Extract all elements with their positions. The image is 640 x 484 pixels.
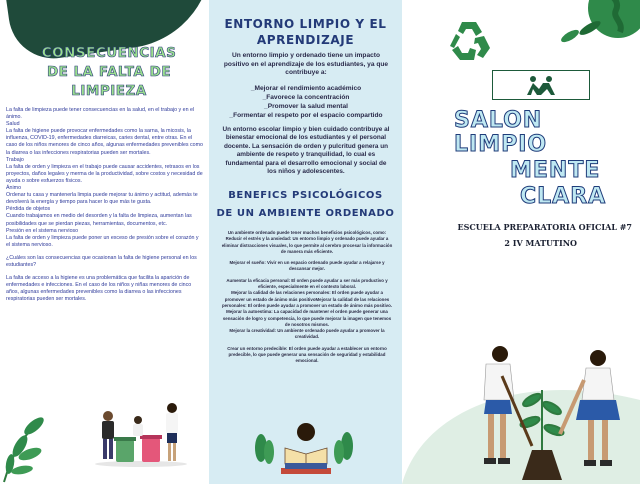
group-name: 2 IV MATUTINO bbox=[504, 238, 577, 248]
answer: La falta de acceso a la higiene es una problemática que facilita la aparición de enfermedades e infecciones. En el caso de los niños y niñas menores de cinco años, algunas enfermedades prevenibles como la diarrea o las infecciones respiratorias pueden ser mortales. bbox=[6, 275, 192, 303]
list-item: _Mejorar el rendimiento académico bbox=[250, 85, 362, 92]
right-panel bbox=[402, 0, 640, 484]
middle-panel bbox=[209, 0, 402, 484]
title-limpio: LIMPIO bbox=[454, 132, 548, 157]
title-clara: CLARA bbox=[520, 184, 607, 209]
paragraph: La falta de limpieza puede tener consecuencias en la salud, en el trabajo y en el ánimo. bbox=[6, 107, 195, 121]
title-mente: MENTE bbox=[510, 158, 601, 183]
question: ¿Cuáles son las consecuencias que ocasionan la falta de higiene personal en los estudiantes? bbox=[6, 254, 197, 268]
list-item: _Favorece la concentración bbox=[262, 94, 350, 101]
heading-animo: Ánimo bbox=[6, 185, 22, 192]
kids-planting-illustration bbox=[402, 330, 640, 484]
details-text bbox=[221, 230, 393, 370]
detail-paragraph: Mejorar la autoestima: La capacidad de mantener el orden puede generar una sensación de logro y competencia, lo que puede mejorar la imagen que tenemos de nosotros mismos. bbox=[222, 309, 392, 327]
book-icon bbox=[251, 408, 361, 478]
paragraph: Ordenar tu casa y mantenerla limpia puede mejorar tu ánimo y actitud, además te devolverá la energía y tiempo para hacer lo que más te gusta. bbox=[6, 192, 198, 206]
paragraph: La falta de higiene puede provocar enfermedades como la sarna, la micosis, la influenza, COVID-19, enfermedades diarreicas, caries dental, entre otras. En el caso de los niños menores de cinco años, algunas enfermedades prevenibles como la diarrea o las infecciones respiratorias pueden ser mortales. bbox=[6, 128, 203, 156]
kids-recycling-illustration bbox=[92, 388, 190, 468]
detail-paragraph: Crear un entorno predecible: El orden puede ayudar a establecer un entorno predecible, lo que puede generar una sensación de seguridad y estabilidad emocional. bbox=[227, 345, 387, 364]
detail-paragraph: Mejorar la creatividad: Un ambiente ordenado puede ayudar a promover la creatividad. bbox=[229, 328, 385, 340]
title-salon: SALON bbox=[454, 108, 543, 133]
title-line: DE LA FALTA DE bbox=[46, 64, 172, 80]
title-line: APRENDIZAJE bbox=[256, 33, 355, 47]
title-line: ENTORNO LIMPIO Y EL bbox=[224, 17, 387, 31]
paragraph: La falta de orden y limpieza en el trabajo puede causar accidentes, retrasos en los proyectos, daños legales y merma de la productividad, sobre costos y necesidad de ayuda o sobre esfuerzos físicos. bbox=[6, 163, 203, 184]
benefits-list bbox=[221, 84, 391, 120]
school-name: ESCUELA PREPARATORIA OFICIAL #7 bbox=[457, 222, 632, 232]
detail-paragraph: Mejorar la calidad de las relaciones personales: El orden puede ayudar a promover un estado de ánimo más positivoMejorar la calidad de las relaciones personales: El orden puede ayudar a promover un estado de ánimo más positivo. bbox=[221, 290, 393, 308]
paragraph: La falta de orden y limpieza puede poner un exceso de presión sobre el corazón y el sistema nervioso. bbox=[6, 234, 199, 248]
middle-panel-subtitle bbox=[209, 187, 402, 223]
people-logo-icon bbox=[493, 71, 589, 99]
heading-salud: Salud bbox=[6, 121, 20, 128]
heading-perdida: Pérdida de objetos bbox=[6, 206, 51, 213]
left-panel bbox=[0, 0, 209, 484]
middle-panel-title bbox=[209, 16, 402, 48]
summary-text: Un entorno escolar limpio y bien cuidado contribuye al bienestar emocional de los estudiantes y el personal docente. La sensación de orden y pulcritud genera un ambiente de respeto y tranquilidad, lo cual es fundamental para el desarrollo emocional y social de los niños y adolescentes. bbox=[222, 126, 390, 176]
subtitle-line: BENEFICS PSICOLÓGICOS bbox=[228, 190, 383, 201]
heading-trabajo: Trabajo bbox=[6, 156, 24, 163]
intro-text: Un entorno limpio y ordenado tiene un impacto positivo en el aprendizaje de los estudiantes, ya que contribuye a: bbox=[223, 52, 389, 77]
recycle-icon bbox=[448, 18, 490, 62]
left-panel-title bbox=[14, 44, 204, 101]
leaf-plant-icon bbox=[558, 22, 588, 52]
logo-box bbox=[492, 70, 590, 100]
title-line: LIMPIEZA bbox=[71, 83, 147, 99]
title-line: CONSECUENCIAS bbox=[41, 45, 177, 61]
detail-paragraph: Mejorar el sueño: Vivir en un espacio ordenado puede ayudar a relajarse y descansar mejor. bbox=[229, 260, 385, 272]
left-panel-body bbox=[6, 107, 204, 303]
subtitle-line: DE UN AMBIENTE ORDENADO bbox=[216, 208, 395, 219]
paragraph: Cuando trabajamos en medio del desorden y la falta de limpieza, aumentan las posibilidades que se pierdan piezas, herramientas, documentos, etc. bbox=[6, 213, 192, 227]
detail-paragraph: Un ambiente ordenado puede tener muchos beneficios psicológicos, como: Reducir el estrés y la ansiedad: Un entorno limpio y ordenado puede ayudar a eliminar distracciones visuales, lo que permite al cerebro procesar la información de manera más eficiente. bbox=[221, 230, 393, 254]
list-item: _Formentar el respeto por el espacio compartido bbox=[229, 112, 383, 119]
detail-paragraph: Aumentar la eficacia personal: El orden puede ayudar a ser más productivo y eficiente, especialmente en el contexto laboral. bbox=[226, 277, 388, 290]
leaf-plant-icon bbox=[0, 412, 60, 484]
heading-presion: Presión en el sistema nervioso bbox=[6, 227, 79, 234]
list-item: _Promover la salud mental bbox=[264, 103, 348, 110]
